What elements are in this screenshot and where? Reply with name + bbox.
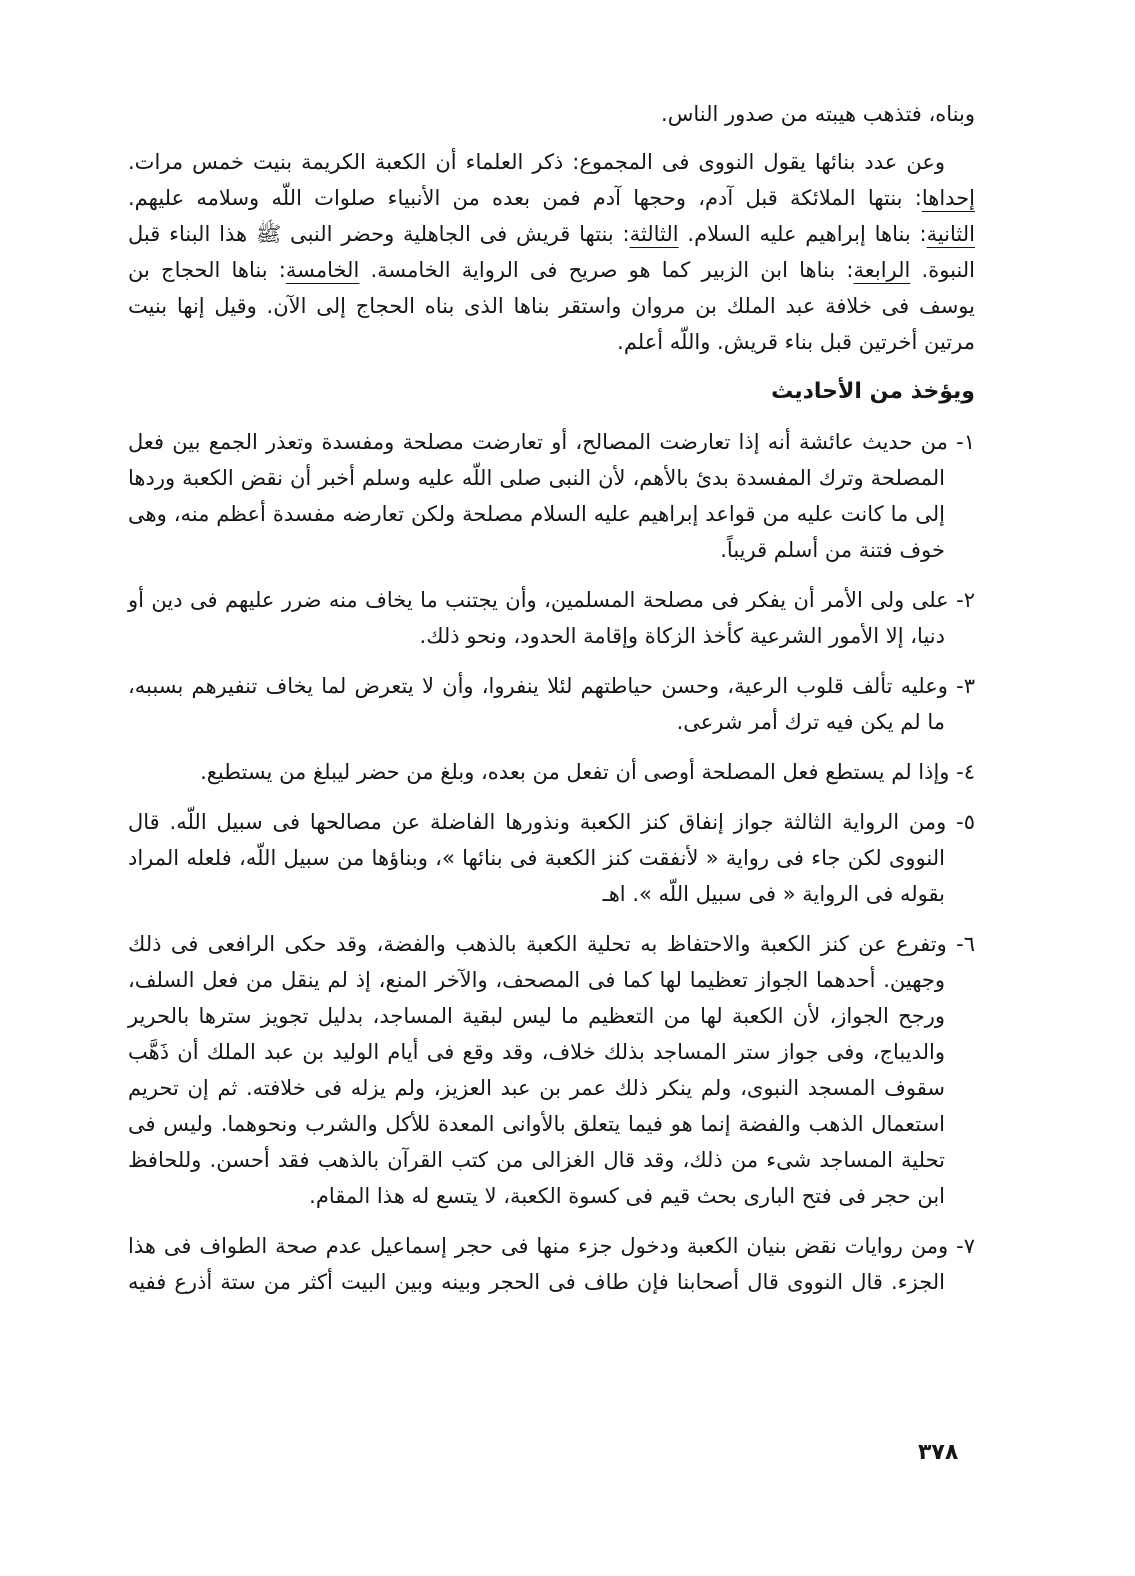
opening-line: وبناه، فتذهب هيبته من صدور الناس. [661, 102, 975, 126]
list-item-6 [128, 926, 975, 1214]
ordinal-term: الثانية [926, 222, 975, 246]
ordinal-term: إحداها [921, 186, 975, 210]
list-item-line: الجزء. قال النووى قال أصحابنا فإن طاف فى الحجر وبينه وبين البيت أكثر من ستة أذرع ففيه [128, 1270, 945, 1294]
list-item-7 [128, 1228, 975, 1300]
item-text: ومن الرواية الثالثة جواز إنفاق كنز الكعبة ونذورها الفاضلة عن مصالحها فى سبيل اللّه. قال [128, 810, 947, 834]
list-item-line [128, 424, 975, 460]
item-number: ٥- [956, 810, 975, 834]
list-item-line [128, 926, 975, 962]
item-text: وتفرع عن كنز الكعبة والاحتفاظ به تحلية الكعبة بالذهب والفضة، وقد حكى الرافعى فى ذلك [128, 932, 947, 956]
paragraph-line: إحداها: بنتها الملائكة قبل آدم، وحجها آدم فمن بعده من الأنبياء صلوات اللّه وسلامه عليهم. [128, 186, 975, 210]
section-heading: ويؤخذ من الأحاديث [771, 379, 975, 404]
paragraph-line: يوسف فى خلافة عبد الملك بن مروان واستقر بناها الذى بناه الحجاج إلى الآن. وقيل إنها بنيت [128, 294, 975, 318]
list-item-1 [128, 424, 975, 568]
item-number: ٧- [956, 1234, 975, 1258]
list-item-line: ورجح الجواز، لأن الكعبة لها من التعظيم ما ليس لبقية المساجد، بدليل تجويز سترها بالحرير [128, 1004, 945, 1028]
paragraph-line: وعن عدد بنائها يقول النووى فى المجموع: ذكر العلماء أن الكعبة الكريمة بنيت خمس مرات. [128, 150, 945, 174]
item-text: وإذا لم يستطع فعل المصلحة أوصى أن تفعل من بعده، وبلغ من حضر ليبلغ من يستطيع. [200, 760, 950, 784]
list-item-line: ما لم يكن فيه ترك أمر شرعى. [676, 710, 945, 734]
paragraph-line: النبوة. الرابعة: بناها ابن الزبير كما هو صريح فى الرواية الخامسة. الخامسة: بناها الحجاج بن [128, 258, 975, 282]
list-item-line: خوف فتنة من أسلم قريباً. [720, 538, 945, 562]
list-item-line [128, 1228, 975, 1264]
list-item-5 [128, 804, 975, 912]
list-item-2 [128, 582, 975, 654]
list-item-line: والديباج، وفى جواز ستر المساجد بذلك خلاف، وقد وقع فى أيام الوليد بن عبد الملك أن ذَهَّب [128, 1040, 945, 1064]
item-number: ٢- [956, 588, 975, 612]
list-item-line: وجهين. أحدهما الجواز تعظيما لها كما فى المصحف، والآخر المنع، إذ لم ينقل من فعل السلف، [128, 968, 945, 992]
list-item-line: النووى لكن جاء فى رواية « لأنفقت كنز الكعبة فى بنائها »، وبناؤها من سبيل اللّه، فلعله المراد [128, 846, 945, 870]
list-item-4 [128, 754, 975, 790]
list-item-line [128, 668, 975, 704]
list-item-3 [128, 668, 975, 740]
item-number: ٦- [956, 932, 976, 956]
item-number: ٣- [956, 674, 975, 698]
ordinal-term: الرابعة [853, 258, 911, 282]
list-item-line: تحلية المساجد شىء من ذلك، وقد قال الغزالى من كتب القرآن بالذهب فقد أحسن. وللحافظ [128, 1148, 945, 1172]
paragraph-kaaba-builds [128, 144, 975, 360]
list-item-line: المصلحة وترك المفسدة بدئ بالأهم، لأن النبى صلى اللّه عليه وسلم أخبر أن نقض الكعبة وردها [128, 466, 945, 490]
ordinal-term: الخامسة [285, 258, 360, 282]
item-text: ومن روايات نقض بنيان الكعبة ودخول جزء منها فى حجر إسماعيل عدم صحة الطواف فى هذا [128, 1234, 949, 1258]
item-number: ١- [956, 430, 975, 454]
item-number: ٤- [956, 760, 975, 784]
list-item-line: إلى ما كانت عليه من قواعد إبراهيم عليه السلام مصلحة ولكن تعارضه مفسدة أعظم منه، وهى [128, 502, 945, 526]
list-item-line: دنيا، إلا الأمور الشرعية كأخذ الزكاة وإقامة الحدود، ونحو ذلك. [419, 624, 945, 648]
document-page [128, 96, 975, 1314]
list-item-line: ابن حجر فى فتح البارى بحث قيم فى كسوة الكعبة، لا يتسع له هذا المقام. [309, 1184, 945, 1208]
paragraph-line: مرتين أخرتين قبل بناء قريش. واللّه أعلم. [617, 330, 975, 354]
item-text: على ولى الأمر أن يفكر فى مصلحة المسلمين، وأن يجتنب ما يخاف منه ضرر عليهم فى دين أو [128, 588, 949, 612]
page-number: ٣٧٨ [918, 1440, 959, 1465]
item-text: وعليه تألف قلوب الرعية، وحسن حياطتهم لئلا ينفروا، وأن لا يتعرض لما يخاف تنفيرهم بسببه، [128, 674, 948, 698]
list-item-line [128, 754, 975, 790]
list-item-line [128, 582, 975, 618]
list-item-line: بقوله فى الرواية « فى سبيل اللّه ». اهـ [602, 882, 945, 906]
list-item-line: سقوف المسجد النبوى، ولم ينكر ذلك عمر بن عبد العزيز، ولم يزله فى خلافته. ثم إن تحريم [128, 1076, 945, 1100]
ordinal-term: الثالثة [629, 222, 679, 246]
item-text: من حديث عائشة أنه إذا تعارضت المصالح، أو تعارضت مصلحة ومفسدة وتعذر الجمع بين فعل [128, 430, 948, 454]
list-item-line: استعمال الذهب والفضة إنما هو فيما يتعلق بالأوانى المعدة للأكل والشرب ونحوهما. وليس فى [128, 1112, 945, 1136]
paragraph-line: الثانية: بناها إبراهيم عليه السلام. الثالثة: بنتها قريش فى الجاهلية وحضر النبى ﷺ هذا البناء قبل [128, 222, 975, 246]
list-item-line [128, 804, 975, 840]
